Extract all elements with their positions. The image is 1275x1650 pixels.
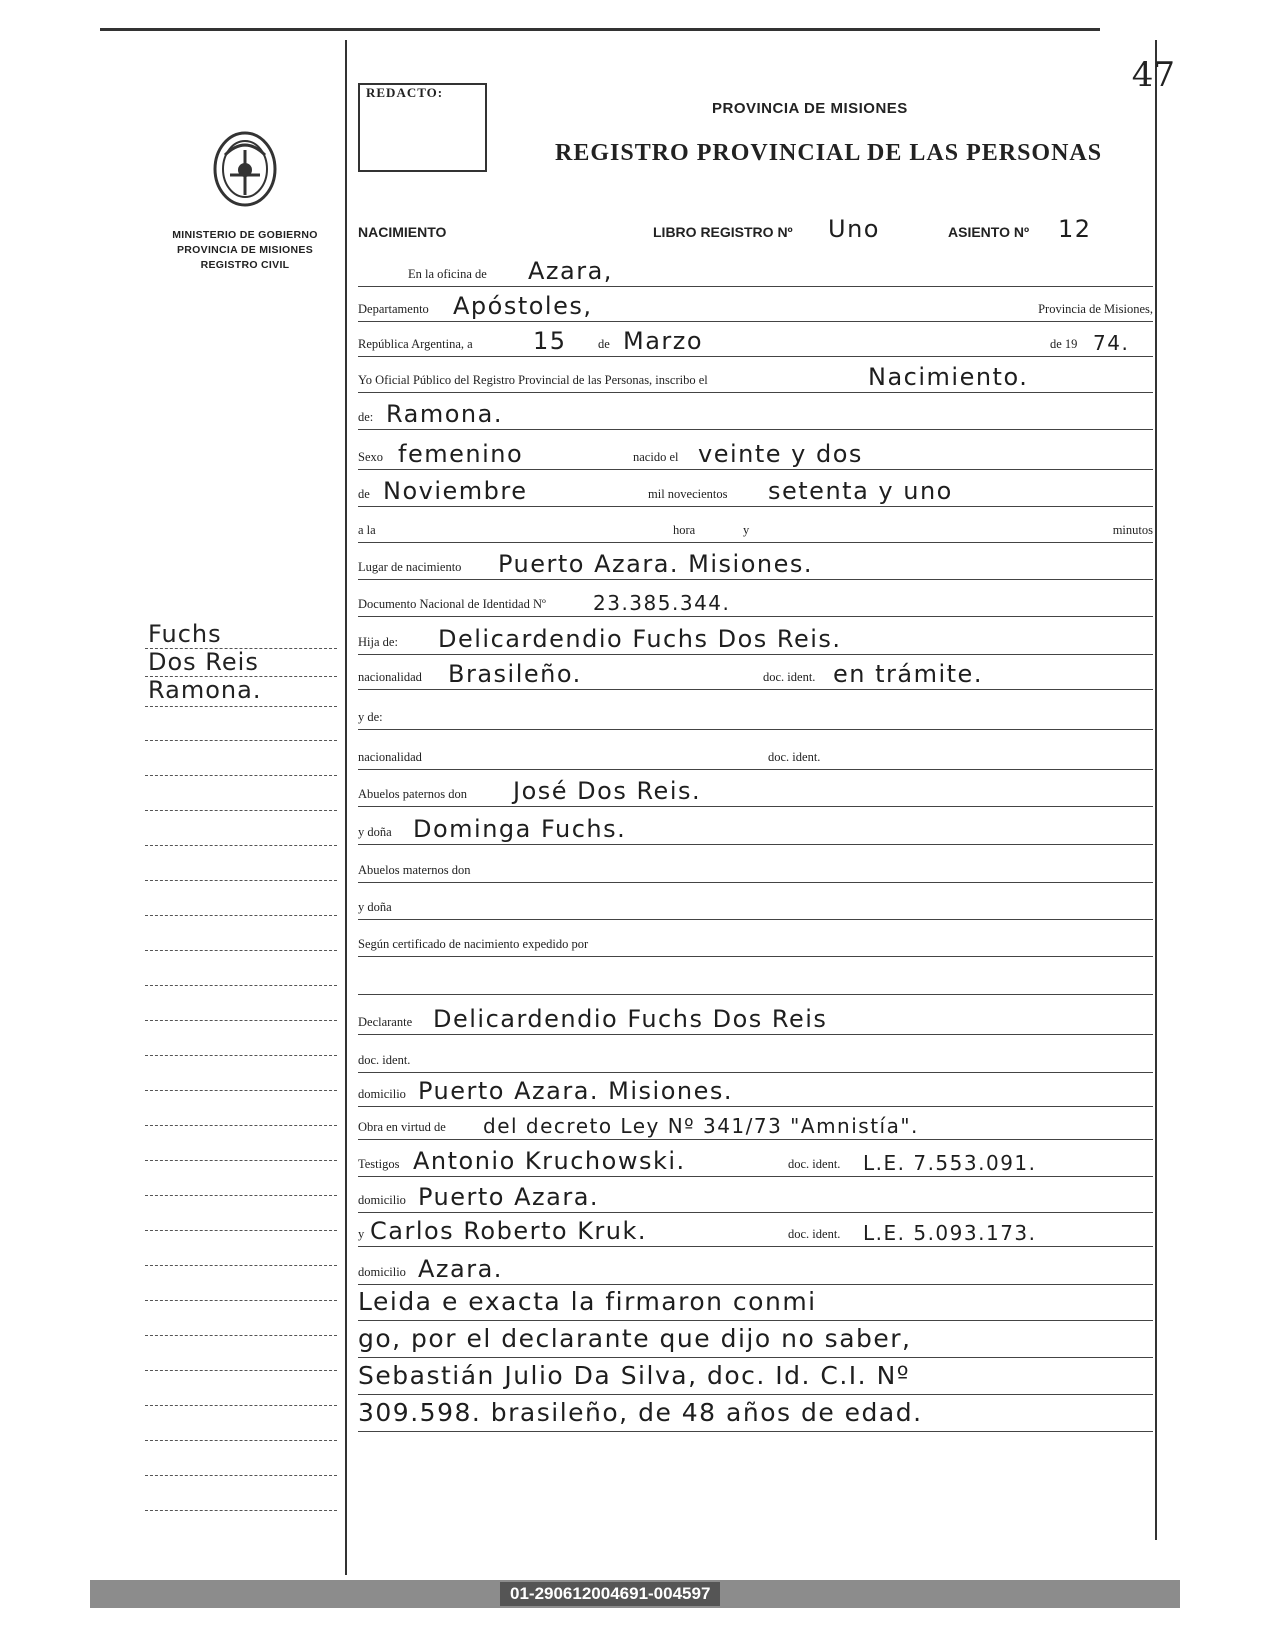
field-departamento [358,287,1153,322]
document-code: 01-290612004691-004597 [500,1582,720,1606]
note-rule [358,1320,1153,1321]
dia-value: 15 [533,327,567,355]
hija-label: Hija de: [358,635,398,649]
redacto-box [358,83,487,172]
nacionalidad2-label: nacionalidad [358,750,422,764]
domicilio-label: domicilio [358,1087,406,1101]
minutos-label: minutos [1112,523,1153,537]
testigo1-value: Antonio Kruchowski. [413,1147,686,1175]
note-rule [358,1357,1153,1358]
domicilio3-value: Azara. [418,1255,503,1283]
domicilio3-label: domicilio [358,1265,406,1279]
libro-value: Uno [828,215,880,243]
margin-line [145,775,337,776]
docident2-label: doc. ident. [768,750,821,764]
hora-label: hora [673,523,696,537]
ydona2-label: y doña [358,900,392,914]
field-fecha [358,322,1153,357]
de3-label: de [358,487,370,501]
nacido-value: veinte y dos [698,440,863,468]
testigos-label: Testigos [358,1157,400,1171]
nacido-label: nacido el [633,450,679,464]
docident4-label: doc. ident. [788,1157,841,1171]
margin-line [145,1020,337,1021]
field-domicilio2 [358,1178,1153,1213]
field-oficina [358,252,1153,287]
mil-label: mil novecientos [648,487,728,501]
field-abuelos-paternos [358,772,1153,807]
margin-line [145,985,337,986]
field-hija [358,620,1153,655]
field-yde [358,695,1153,730]
ministry-line: REGISTRO CIVIL [200,259,290,271]
domicilio2-label: domicilio [358,1193,406,1207]
ydona-label: y doña [358,825,392,839]
sexo-value: femenino [398,440,524,468]
libro-label: LIBRO REGISTRO Nº [653,224,793,240]
margin-line [145,1125,337,1126]
field-abuelos-maternos [358,848,1153,883]
field-abuela-materna [358,885,1153,920]
abuelos-pat-label: Abuelos paternos don [358,787,468,801]
abuela-pat-value: Dominga Fuchs. [413,815,627,843]
asiento-value: 12 [1058,215,1092,243]
closing-note-line: 309.598. brasileño, de 48 años de edad. [358,1398,923,1427]
margin-divider [345,40,347,1575]
closing-note-line: Leida e exacta la firmaron conmi [358,1287,817,1316]
oficina-label: En la oficina de [408,267,487,281]
field-testigos [358,1142,1153,1177]
record-type-label: NACIMIENTO [358,224,447,240]
provincia-label: Provincia de Misiones, [1038,302,1153,316]
padre-value: Delicardendio Fuchs Dos Reis. [438,625,842,653]
margin-line [145,740,337,741]
ala-label: a la [358,523,376,537]
note-rule [358,1431,1153,1432]
margin-line [145,915,337,916]
ministry-block [150,228,340,273]
asiento-label: ASIENTO Nº [948,224,1030,240]
field-hora [358,508,1153,543]
margin-line [145,1160,337,1161]
domicilio-value: Puerto Azara. Misiones. [418,1077,734,1105]
sexo-label: Sexo [358,450,383,464]
margin-line [145,1195,337,1196]
margin-line [145,950,337,951]
margin-line [145,1300,337,1301]
oficial-label: Yo Oficial Público del Registro Provincial de las Personas, inscribo el [358,373,708,387]
dni-label: Documento Nacional de Identidad Nº [358,597,546,611]
testigo1-doc: L.E. 7.553.091. [863,1151,1037,1175]
de2-label: de: [358,410,374,424]
ministry-line: MINISTERIO DE GOBIERNO [172,229,318,241]
obra-label: Obra en virtud de [358,1120,446,1134]
margin-line [145,706,337,707]
testigo2-value: Carlos Roberto Kruk. [370,1217,648,1245]
field-blank [358,960,1153,995]
top-border [100,28,1100,31]
yde-label: y de: [358,710,383,724]
margin-line [145,1090,337,1091]
field-dni [358,582,1153,617]
redacto-label: REDACTO: [366,85,444,100]
field-domicilio [358,1072,1153,1107]
province-title: PROVINCIA DE MISIONES [712,100,908,117]
y2-label: y [358,1227,365,1241]
nacionalidad-value: Brasileño. [448,660,582,688]
field-nacionalidad2 [358,735,1153,770]
margin-line [145,1405,337,1406]
field-abuela-paterna [358,810,1153,845]
abuelos-mat-label: Abuelos maternos don [358,863,471,877]
abuelo-pat-value: José Dos Reis. [513,777,702,805]
field-obra [358,1105,1153,1140]
docident5-label: doc. ident. [788,1227,841,1241]
field-docident3 [358,1038,1153,1073]
field-lugar [358,545,1153,580]
anio-nac-value: setenta y uno [768,477,953,505]
closing-note-line: go, por el declarante que dijo no saber, [358,1324,912,1353]
dni-value: 23.385.344. [593,591,731,615]
field-nacionalidad [358,655,1153,690]
registry-title: REGISTRO PROVINCIAL DE LAS PERSONAS [555,140,1103,166]
coat-of-arms-icon [205,125,285,210]
margin-line [145,880,337,881]
margin-line [145,1510,337,1511]
field-nombre [358,395,1153,430]
field-testigo2 [358,1212,1153,1247]
margin-line [145,1055,337,1056]
departamento-value: Apóstoles, [453,292,593,320]
ministry-line: PROVINCIA DE MISIONES [176,244,313,256]
segun-label: Según certificado de nacimiento expedido por [358,937,589,951]
margin-line [145,810,337,811]
mes-nac-value: Noviembre [383,477,528,505]
docident-value: en trámite. [833,660,983,688]
obra-value: del decreto Ley Nº 341/73 "Amnistía". [483,1114,919,1138]
field-declarante [358,1000,1153,1035]
docident-label: doc. ident. [763,670,816,684]
margin-line [145,1230,337,1231]
oficina-value: Azara, [528,257,613,285]
margin-line [145,676,337,677]
testigo2-doc: L.E. 5.093.173. [863,1221,1037,1245]
field-sexo [358,435,1153,470]
docident3-label: doc. ident. [358,1053,411,1067]
field-segun [358,922,1153,957]
declarante-label: Declarante [358,1015,413,1029]
de-label: de [598,337,610,351]
anio-prefix-label: de 19 [1050,337,1078,351]
field-domicilio3 [358,1250,1153,1285]
note-rule [358,1394,1153,1395]
right-border [1155,40,1157,1540]
nombre-value: Ramona. [386,400,503,428]
margin-line [145,1475,337,1476]
margin-surname-2: Dos Reis [148,648,259,676]
y-label: y [743,523,750,537]
margin-line [145,1335,337,1336]
field-oficial [358,358,1153,393]
margin-given-name: Ramona. [148,676,262,704]
margin-line [145,845,337,846]
margin-line [145,648,337,649]
lugar-label: Lugar de nacimiento [358,560,462,574]
departamento-label: Departamento [358,302,429,316]
margin-surname-1: Fuchs [148,620,222,648]
declarante-value: Delicardendio Fuchs Dos Reis [433,1005,828,1033]
nacionalidad-label: nacionalidad [358,670,422,684]
anio-value: 74. [1093,331,1130,355]
field-nacimiento-fecha [358,472,1153,507]
page-number: 47 [1131,55,1175,95]
domicilio2-value: Puerto Azara. [418,1183,600,1211]
margin-line [145,1370,337,1371]
margin-line [145,1440,337,1441]
record-header-row [358,210,1153,244]
republica-label: República Argentina, a [358,337,473,351]
oficial-value: Nacimiento. [868,363,1029,391]
mes-value: Marzo [623,327,704,355]
lugar-value: Puerto Azara. Misiones. [498,550,814,578]
closing-note-line: Sebastián Julio Da Silva, doc. Id. C.I. Nº [358,1361,911,1390]
margin-line [145,1265,337,1266]
